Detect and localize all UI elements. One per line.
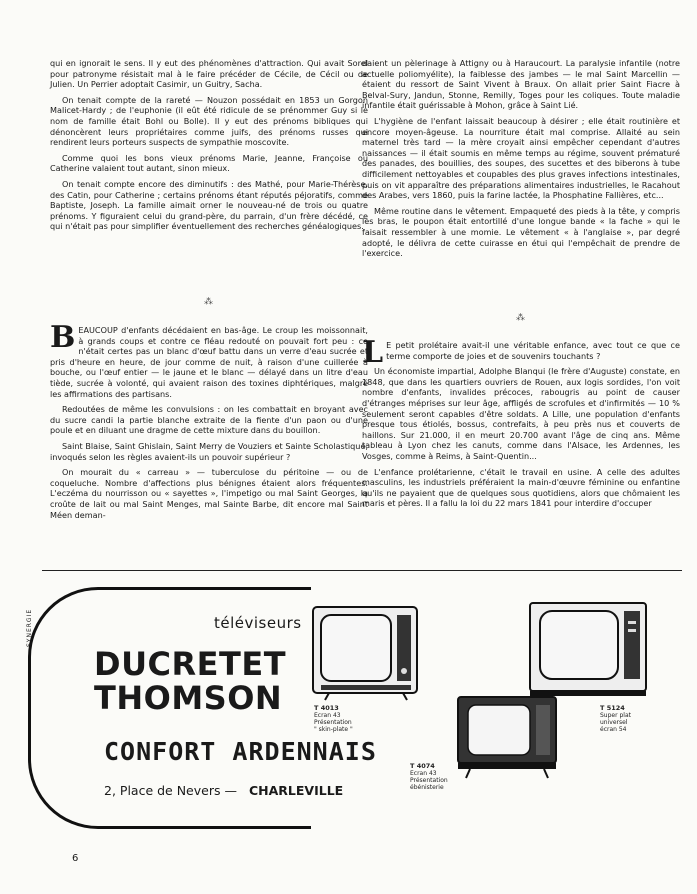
store-address	[104, 783, 343, 798]
tv-t4074-caption	[410, 763, 448, 791]
spec: Super plat	[600, 712, 631, 719]
model: T 4074	[410, 762, 435, 770]
paragraph	[50, 320, 368, 399]
tv-t4013-image	[311, 605, 421, 701]
spec: Ecran 43	[410, 770, 437, 777]
brand-line: DUCRETET	[94, 645, 287, 683]
page-number: 6	[72, 853, 79, 864]
agency-label: SYNERGIE	[26, 608, 33, 647]
ornament: ⁂	[204, 297, 213, 307]
paragraph: Un économiste impartial, Adolphe Blanqui (le frère d'Auguste) constate, en 1848, que dans les quartiers ouvriers de Rouen, aux logis sordides, l'on voit nombre d'enfants, invalides précoces, rabougris au point de causer d'étranges méprises sur leur âge, affligés de scrofules et d'infirmités — 10 % seulement seront capables d'être soldats. A Lille, une population d'enfants presque tous étiolés, bossus, contrefaits, à peu près nus et couverts de haillons. Sur 21.000, il en meurt 20.700 avant l'âge de cinq ans. Même tableau à Lyon chez les canuts, comme dans l'Alsace, les Ardennes, les Vosges, comme à Reims, à Saint-Quentin...	[362, 366, 680, 461]
col2-top	[362, 58, 680, 264]
col1-top	[50, 58, 368, 237]
spec: " skin-plate "	[314, 726, 353, 733]
paragraph: L'hygiène de l'enfant laissait beaucoup à désirer ; elle était routinière et encore moyen-âgeuse. La nourriture était mal comprise. Allaité au sein maternel très tard — la mère croyait ainsi empêcher cependant d'autres naissances — il était soumis en même temps au régime, souvent prématuré des panades, des bouillies, des soupes, des sucettes et des biberons à tube difficilement nettoyables et coupables des plus graves infections intestinales, puis on vit apparaître des préparations alimentaires industrielles, le Racahout des Arabes, vers 1860, puis la farine lactée, la Phosphatine Fallières, etc...	[362, 115, 680, 201]
ad-brand	[94, 647, 286, 715]
store-name: CONFORT ARDENNAIS	[104, 737, 377, 766]
paragraph: Comme quoi les bons vieux prénoms Marie, Jeanne, Françoise ou Catherine valaient tout autant, sinon mieux.	[50, 152, 368, 174]
col2-bottom	[362, 335, 680, 514]
city: CHARLEVILLE	[248, 783, 344, 798]
paragraph: On tenait compte de la rareté — Nouzon possédait en 1853 un Gorgon Malicet-Hardy ; de l'euphonie (il eût été ridicule de se prénommer Guy si le nom de famille était Bohl ou Bolle). Il y eut des prénoms bibliques qui dénoncèrent leurs propriétaires comme juifs, des prénoms russes qui rendirent leurs porteurs suspects de sympathie moscovite.	[50, 94, 368, 148]
tv-t4013-caption	[314, 705, 353, 733]
spec: ébénisterie	[410, 784, 444, 791]
divider	[42, 570, 682, 571]
paragraph: L'enfance prolétarienne, c'était le travail en usine. A celle des adultes masculins, les industriels préféraient la main-d'œuvre féminine ou enfantine qu'ils ne payaient que de quelques sous quotidiens, alors que chômaient les maris et pères. Il a fallu la loi du 22 mars 1841 pour interdire d'occuper	[362, 466, 680, 509]
spec: Ecran 43	[314, 712, 341, 719]
brand-line: THOMSON	[94, 679, 283, 717]
paragraph-text: E petit prolétaire avait-il une véritable enfance, avec tout ce que ce terme comporte de joies et de souvenirs touchants ?	[386, 340, 680, 361]
tv-t5124-caption	[600, 705, 631, 733]
model: T 4013	[314, 704, 339, 712]
address-text: 2, Place de Nevers —	[104, 783, 237, 798]
paragraph: qui en ignorait le sens. Il y eut des phénomènes d'attraction. Qui avait Sorel pour patronyme résistait mal à le faire précéder de Cécile, de Cécil ou de Julien. Un Perrier adoptait Casimir, un Guitry, Sacha.	[50, 58, 368, 90]
paragraph: On mourait du « carreau » — tuberculose du péritoine — ou de coqueluche. Nombre d'affections plus bénignes étaient alors fréquentes. L'eczéma du nourrisson ou « sayettes », l'impetigo ou mal Saint Georges, la croûte de lait ou mal Saint Menges, mal Sainte Barbe, dit encore mal Saint Méen deman-	[50, 467, 368, 520]
paragraph: daient un pèlerinage à Attigny ou à Haraucourt. La paralysie infantile (notre actuelle poliomyélite), la faiblesse des jambes — le mal Saint Marcellin — étaient du ressort de Saint Vivent à Braux. On allait prier Saint Fiacre à Belval-Sury, Jandun, Stonne, Remilly, Toges pour les coliques. Toute maladie infantile était guérissable à Mohon, grâce à Saint Lié.	[362, 58, 680, 111]
paragraph	[362, 335, 680, 370]
ornament: ⁂	[516, 313, 525, 323]
spec: universel	[600, 719, 628, 726]
drop-cap: L	[362, 335, 384, 370]
paragraph: Redoutées de même les convulsions : on les combattait en broyant avec du sucre candi la partie blanche extraite de la fiente d'un paon ou d'une poule et en diluant une dragme de cette mixture dans du bouillon.	[50, 404, 368, 436]
paragraph: On tenait compte encore des diminutifs : des Mathé, pour Marie-Thérèse, des Catin, pour Catherine ; certains prénoms étant réputés péjoratifs, comme Baptiste, Joseph. La famille aimait orner le nouveau-né de trois ou quatre prénoms. Y figuraient celui du grand-père, du parrain, d'un frère décédé, ce qui n'était pas pour simplifier éventuellement des recherches généalogiques.	[50, 178, 368, 232]
paragraph: Saint Blaise, Saint Ghislain, Saint Merry de Vouziers et Sainte Scholastique, invoqués selon les règles avaient-ils un pouvoir supérieur ?	[50, 440, 368, 462]
paragraph-text: EAUCOUP d'enfants décédaient en bas-âge. Le croup les moissonnait, à grands coups et contre ce fléau redouté on pouvait fort peu : ce n'était certes pas un blanc d'œuf battu dans un verre d'eau sucrée et pris d'heure en heure, de jour comme de nuit, à raison d'une cuillerée à bouche, ou l'œuf entier — le jaune et le blanc — délayé dans un litre d'eau tiède, sucrée à volonté, qui avaient raison des toxines diphtériques, malgré les affirmations des partisans.	[50, 325, 368, 399]
paragraph: Même routine dans le vêtement. Empaqueté des pieds à la tête, y compris les bras, le poupon était entortillé d'une longue bande « la fache » qui le faisait ressembler à une momie. Le vêtement « à l'anglaise », par degré adopté, le délivra de cette cuirasse en étui qui l'empêchait de prendre de l'exercice.	[362, 205, 680, 259]
spec: Présentation	[410, 777, 448, 784]
spec: Présentation	[314, 719, 352, 726]
spec: écran 54	[600, 726, 627, 733]
tv-t4074-image	[456, 695, 558, 779]
advertisement	[28, 587, 678, 837]
col1-bottom	[50, 320, 368, 525]
drop-cap: B	[50, 320, 76, 355]
tv-t5124-image	[528, 601, 648, 701]
model: T 5124	[600, 704, 625, 712]
ad-product: téléviseurs	[214, 614, 302, 632]
